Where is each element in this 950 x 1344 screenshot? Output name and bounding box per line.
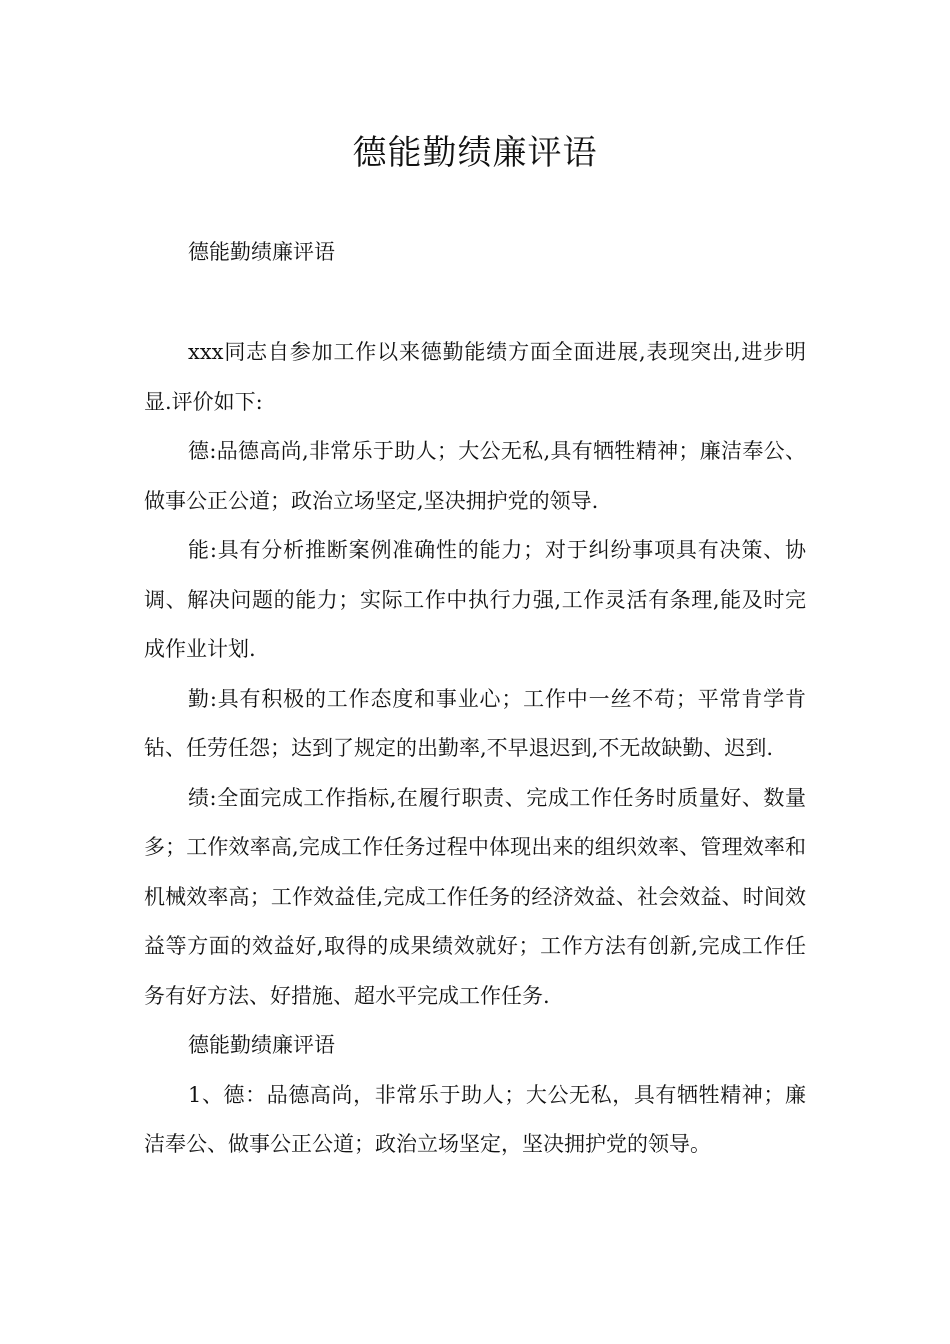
- document-subtitle: 德能勤绩廉评语: [188, 240, 335, 264]
- paragraph-item-1: 1、德：品德高尚，非常乐于助人；大公无私，具有牺牲精神；廉洁奉公、做事公正公道；政治立场坚定，坚决拥护党的领导。: [144, 1082, 806, 1156]
- paragraph-de: 德:品德高尚,非常乐于助人；大公无私,具有牺牲精神；廉洁奉公、做事公正公道；政治立场坚定,坚决拥护党的领导.: [144, 439, 806, 513]
- paragraph-neng: 能:具有分析推断案例准确性的能力；对于纠纷事项具有决策、协调、解决问题的能力；实际工作中执行力强,工作灵活有条理,能及时完成作业计划.: [144, 538, 806, 661]
- paragraph-intro: xxx同志自参加工作以来德勤能绩方面全面进展,表现突出,进步明显.评价如下:: [144, 340, 806, 414]
- section-heading: 德能勤绩廉评语: [188, 1033, 335, 1057]
- document-body: [144, 328, 806, 1170]
- paragraph-qin: 勤:具有积极的工作态度和事业心；工作中一丝不苟；平常肯学肯钻、任劳任怨；达到了规定的出勤率,不早退迟到,不无故缺勤、迟到.: [144, 686, 806, 760]
- document-title: 德能勤绩廉评语: [352, 133, 598, 173]
- paragraph-ji: 绩:全面完成工作指标,在履行职责、完成工作任务时质量好、数量多；工作效率高,完成工作任务过程中体现出来的组织效率、管理效率和机械效率高；工作效益佳,完成工作任务的经济效益、社会效益、时间效益等方面的效益好,取得的成果绩效就好；工作方法有创新,完成工作任务有好方法、好措施、超水平完成工作任务.: [144, 785, 806, 1008]
